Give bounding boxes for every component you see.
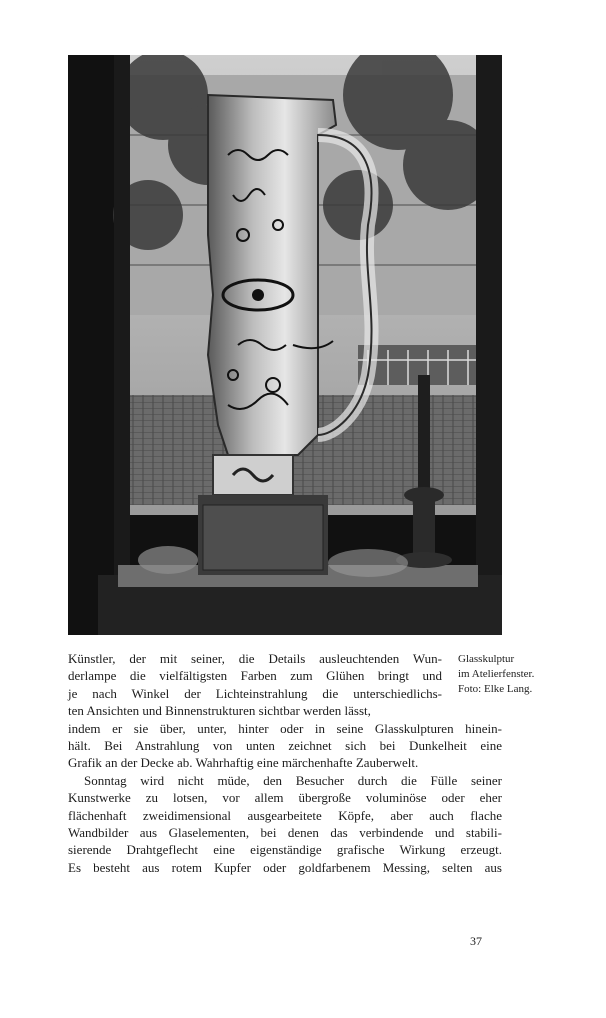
- text-line: ten Ansichten und Binnenstrukturen sichtbar werden lässt,: [68, 703, 371, 719]
- text-line: Grafik an der Decke ab. Wahrhaftig eine märchenhafte Zauberwelt.: [68, 755, 419, 771]
- text-line: Sonntag wird nicht müde, den Besucher durch die Fülle seiner: [84, 772, 502, 788]
- text-line: Wandbilder aus Glaselementen, bei denen das verbindende und stabili-: [68, 824, 502, 840]
- caption-line: Foto: Elke Lang.: [458, 683, 533, 695]
- body-paragraph-1-narrow: [68, 650, 442, 720]
- text-line: hält. Bei Anstrahlung von unten zeichnet sich bei Dunkelheit eine: [68, 737, 502, 753]
- text-line: indem er sie über, unter, hinter oder in seine Glasskulpturen hinein-: [68, 720, 502, 736]
- body-paragraph-1-wide: [68, 720, 502, 877]
- text-line: sierende Drahtgeflecht eine eigenständige grafische Wirkung erzeugt.: [68, 842, 502, 858]
- page-number: 37: [470, 934, 482, 948]
- photo-caption: [458, 652, 578, 697]
- caption-line: im Atelierfenster.: [458, 668, 535, 680]
- text-line: flächenhaft zweidimensional ausgearbeitete Köpfe, aber auch flache: [68, 807, 502, 823]
- text-line: Künstler, der mit seiner, die Details ausleuchtenden Wun-: [68, 651, 442, 666]
- caption-line: Glasskulptur: [458, 653, 515, 665]
- text-line: derlampe die vielfältigsten Farben zum Glühen bringt und: [68, 668, 442, 684]
- sculpture-photo: [68, 55, 502, 635]
- text-line: Es besteht aus rotem Kupfer oder goldfarbenem Messing, selten aus: [68, 859, 502, 875]
- text-line: Kunstwerke zu lotsen, vor allem übergroße voluminöse oder eher: [68, 790, 502, 806]
- text-line: je nach Winkel der Lichteinstrahlung die unterschiedlichs-: [68, 685, 442, 701]
